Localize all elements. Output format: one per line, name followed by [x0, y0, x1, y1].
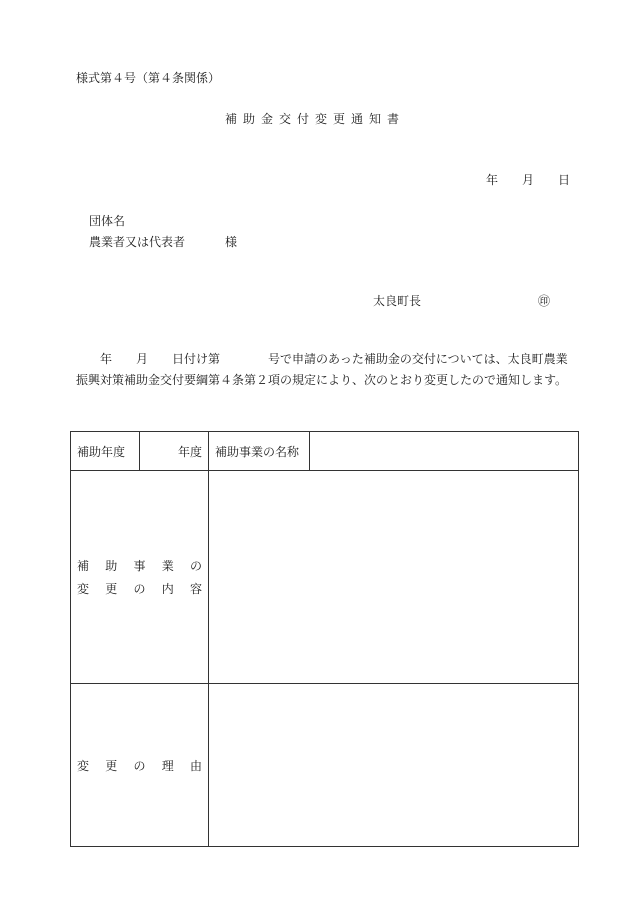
change-reason-label — [71, 684, 209, 847]
label-char: 理 — [161, 758, 174, 773]
issuer-block — [373, 292, 550, 309]
change-details-table — [70, 431, 579, 847]
date-line — [486, 171, 570, 188]
label-char: 変 — [77, 758, 90, 773]
label-char: 補 — [77, 559, 90, 573]
change-content-field[interactable] — [209, 471, 579, 684]
label-char: の — [133, 582, 146, 596]
change-content-label — [71, 471, 209, 684]
honorific: 様 — [225, 235, 238, 249]
change-reason-label-text — [77, 757, 202, 774]
change-reason-field[interactable] — [209, 684, 579, 847]
label-char: 更 — [105, 758, 118, 773]
year-unit: 年度 — [177, 444, 202, 459]
label-char: 業 — [161, 559, 174, 573]
label-char: 事 — [133, 559, 146, 573]
project-name-field[interactable] — [310, 432, 579, 471]
label-char: 由 — [189, 758, 202, 773]
notice-body: 年 月 日付け第 号で申請のあった補助金の交付については、太良町農業振興対策補助金交付要綱第４条第２項の規定により、次のとおり変更したので通知します。 — [76, 352, 568, 387]
form-number: 様式第４号（第４条関係） — [76, 71, 221, 85]
representative-label: 農業者又は代表者 — [89, 235, 186, 249]
subsidy-year-label: 補助年度 — [71, 432, 140, 471]
organization-label: 団体名 — [89, 214, 126, 228]
subsidy-year-field[interactable] — [140, 432, 209, 471]
document-title: 補助金交付変更通知書 — [224, 112, 405, 126]
label-char: の — [189, 559, 202, 573]
change-content-label-line2 — [77, 580, 202, 597]
date-month-label: 月 — [521, 173, 534, 187]
label-char: の — [133, 758, 146, 773]
label-char: 更 — [105, 582, 118, 596]
representative-line — [89, 232, 237, 253]
issuer-title: 太良町長 — [373, 294, 422, 308]
label-char: 助 — [105, 559, 118, 573]
label-char: 内 — [161, 582, 174, 596]
project-name-label: 補助事業の名称 — [209, 432, 310, 471]
label-char: 変 — [77, 582, 90, 596]
recipient-block — [89, 211, 237, 253]
date-day-label: 日 — [557, 173, 570, 187]
change-content-label-line1 — [77, 557, 202, 574]
date-year-label: 年 — [485, 173, 498, 187]
seal-mark: ㊞ — [538, 294, 551, 308]
label-char: 容 — [189, 582, 202, 596]
